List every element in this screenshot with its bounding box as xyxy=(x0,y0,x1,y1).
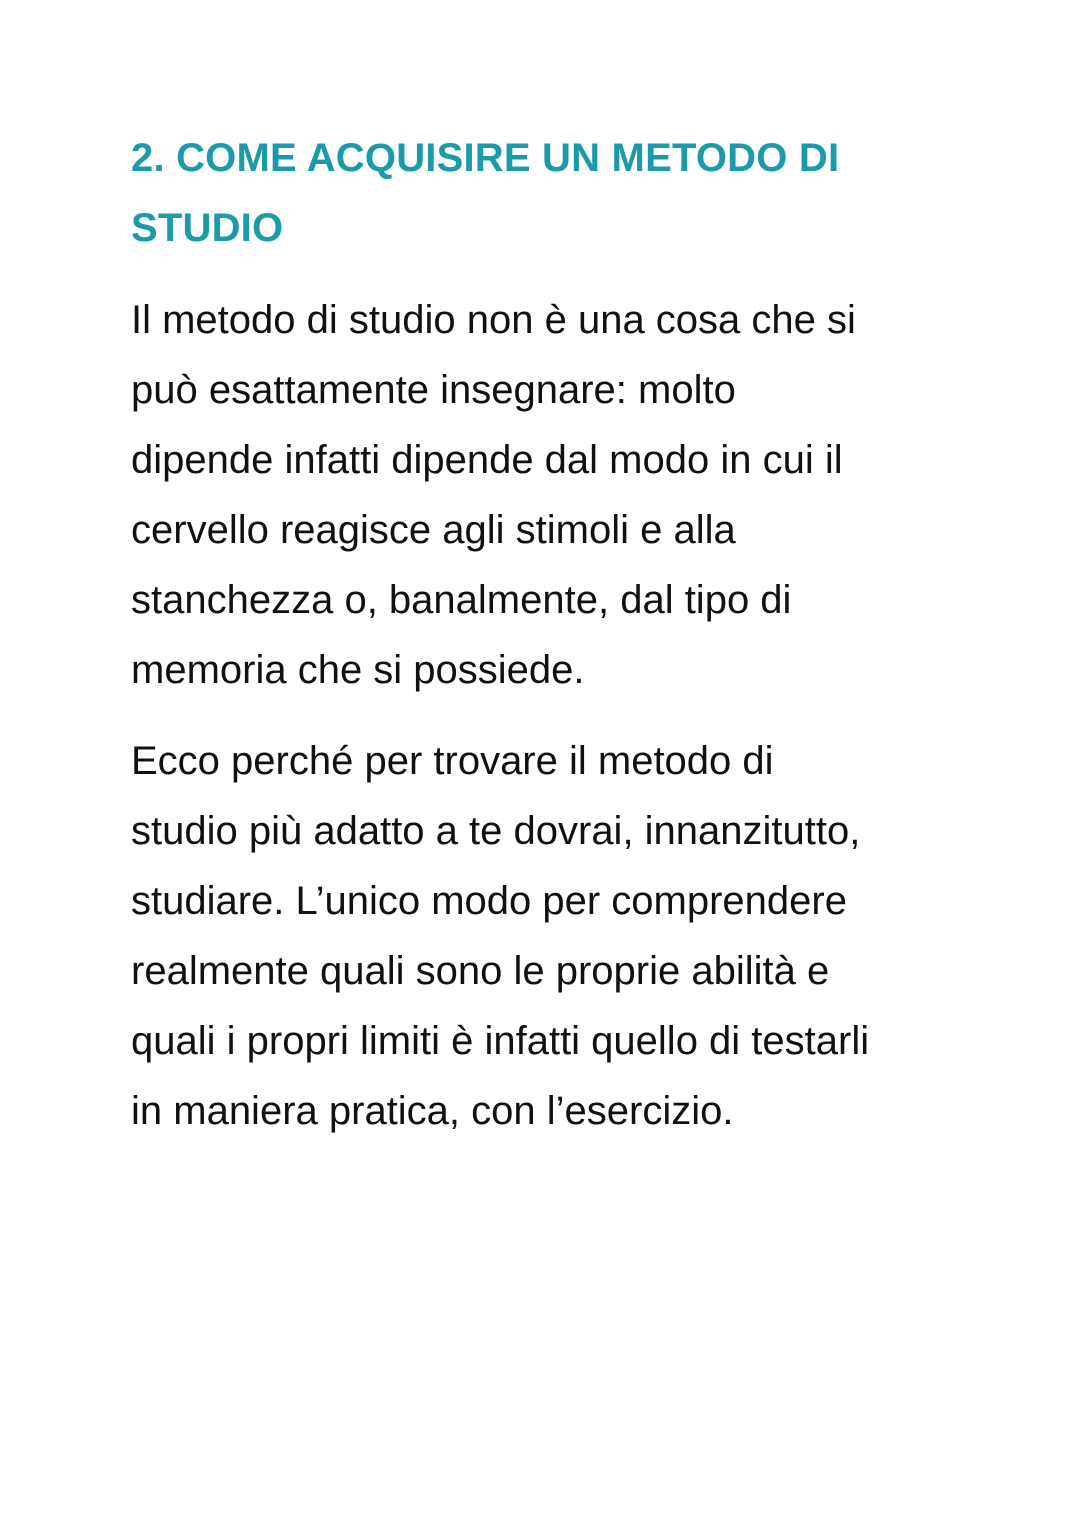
paragraph-2-line-2: studio più adatto a te dovrai, innanzitutto, xyxy=(131,809,861,853)
paragraph-1-line-2: può esattamente insegnare: molto xyxy=(131,368,736,412)
paragraph-1-line-4: cervello reagisce agli stimoli e alla xyxy=(131,508,736,552)
paragraph-2-line-4: realmente quali sono le proprie abilità e xyxy=(131,949,830,993)
paragraph-1-line-1: Il metodo di studio non è una cosa che si xyxy=(131,298,856,342)
paragraph-1-line-6: memoria che si possiede. xyxy=(131,648,585,692)
paragraph-1-line-3: dipende infatti dipende dal modo in cui il xyxy=(131,438,843,482)
paragraph-2-line-3: studiare. L’unico modo per comprendere xyxy=(131,879,847,923)
paragraph-2-line-5: quali i propri limiti è infatti quello di testarli xyxy=(131,1019,870,1063)
paragraph-2-line-1: Ecco perché per trovare il metodo di xyxy=(131,739,774,783)
section-heading-line-2: STUDIO xyxy=(131,206,284,250)
paragraph-2-line-6: in maniera pratica, con l’esercizio. xyxy=(131,1089,734,1133)
section-heading-line-1: 2. COME ACQUISIRE UN METODO DI xyxy=(131,136,840,180)
paragraph-1-line-5: stanchezza o, banalmente, dal tipo di xyxy=(131,578,792,622)
